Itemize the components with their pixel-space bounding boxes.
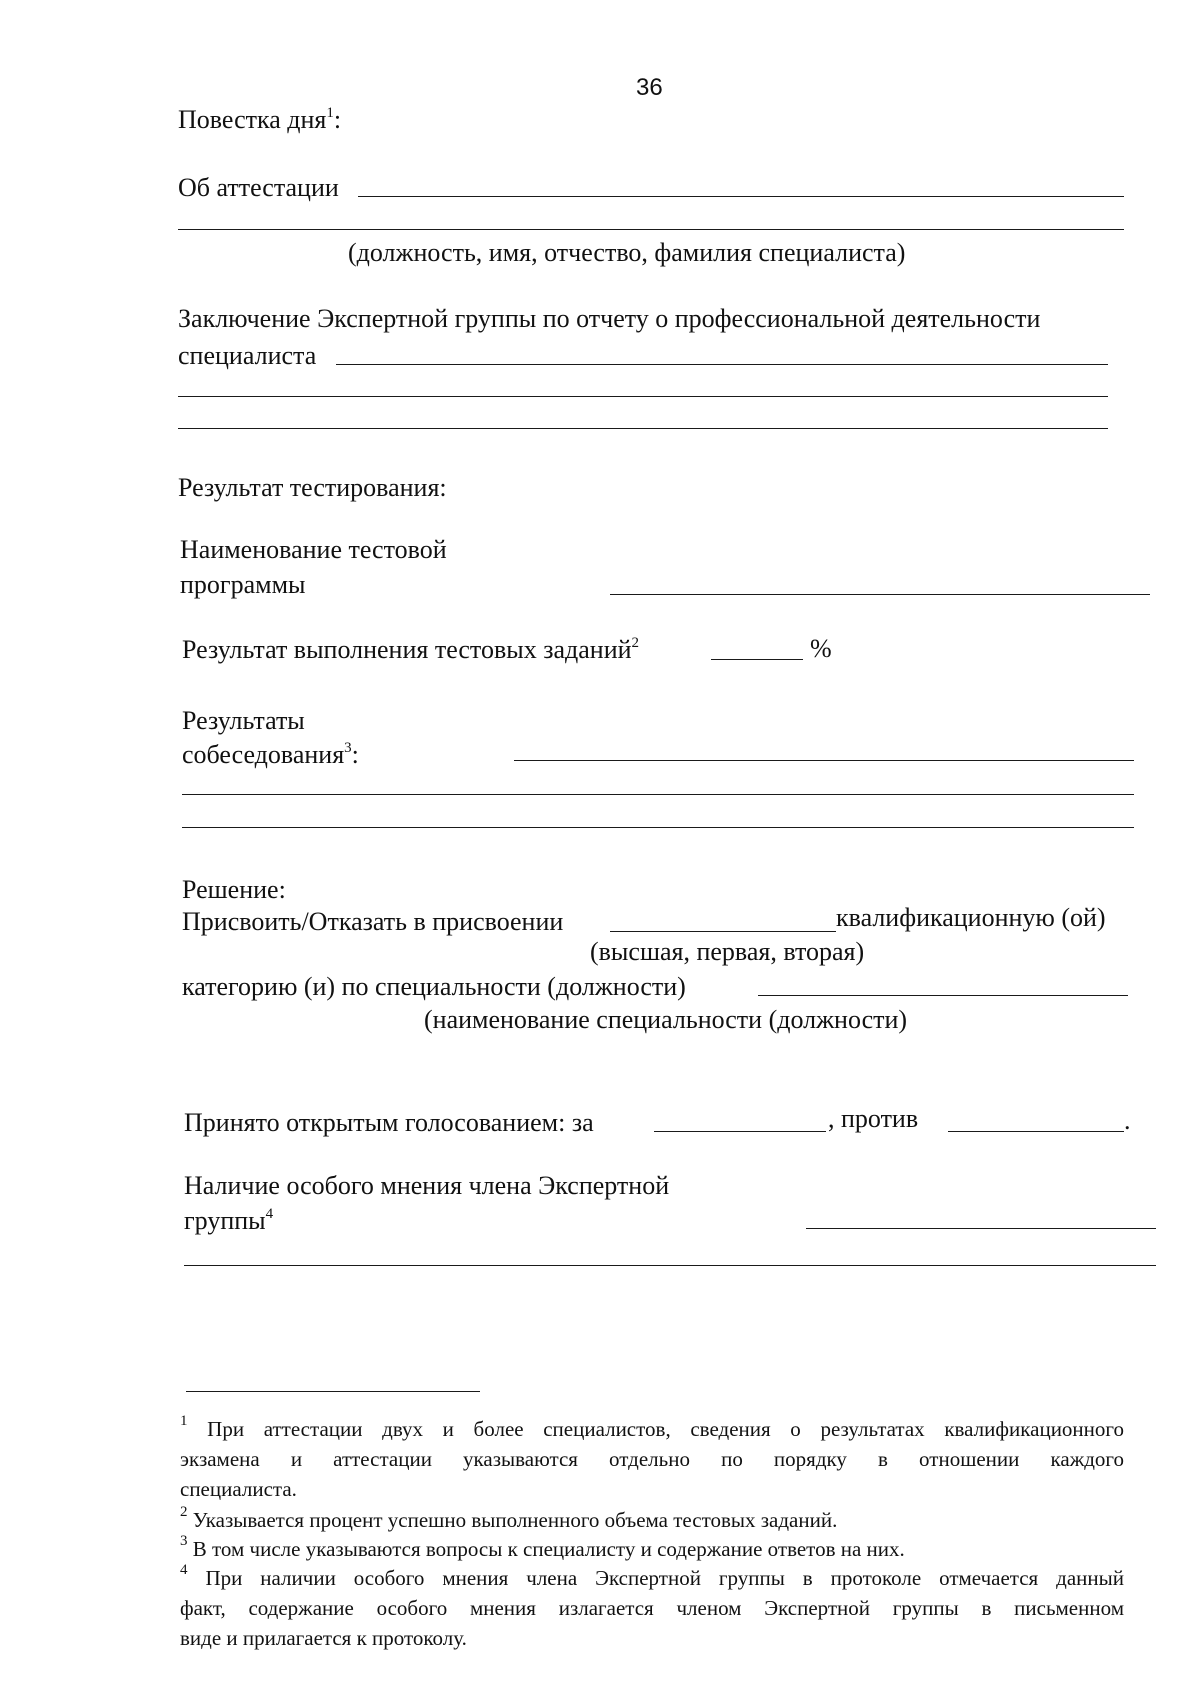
decision-specialty-field[interactable] [758, 995, 1128, 996]
special-opinion-line-2 [184, 1206, 273, 1236]
page-number: 36 [636, 74, 663, 101]
test-tasks-label [182, 635, 639, 665]
decision-qualification-text: квалификационную (ой) [836, 903, 1106, 932]
interview-field-line-1[interactable] [514, 760, 1134, 761]
special-opinion-line-1: Наличие особого мнения члена Экспертной [184, 1171, 670, 1200]
footnote-2-text: Указывается процент успешно выполненного объема тестовых заданий. [192, 1508, 838, 1532]
expert-conclusion-field-line-1[interactable] [336, 364, 1108, 365]
decision-category-text: категорию (и) по специальности (должности) [182, 972, 686, 1001]
special-opinion-field-line-2[interactable] [184, 1265, 1156, 1266]
decision-specialty-caption: (наименование специальности (должности) [424, 1005, 908, 1034]
footnote-3 [180, 1534, 1124, 1564]
interview-field-line-3[interactable] [182, 827, 1134, 828]
footnote-1-line-1-text: При аттестации двух и более специалистов, сведения о результатах квалификационного [207, 1417, 1124, 1441]
special-opinion-text: группы [184, 1206, 266, 1235]
expert-conclusion-field-line-3[interactable] [178, 428, 1108, 429]
votes-for-field[interactable] [654, 1131, 826, 1132]
attestation-caption: (должность, имя, отчество, фамилия специалиста) [348, 238, 906, 267]
testing-heading: Результат тестирования: [178, 473, 447, 502]
footnote-4 [180, 1563, 1124, 1653]
voting-end: . [1124, 1106, 1131, 1135]
test-tasks-percent-field[interactable] [711, 659, 803, 660]
test-tasks-text: Результат выполнения тестовых заданий [182, 635, 632, 664]
attestation-field-line-1[interactable] [358, 196, 1124, 197]
footnote-3-text: В том числе указываются вопросы к специалисту и содержание ответов на них. [192, 1537, 905, 1561]
voting-against-text: , против [828, 1104, 919, 1133]
test-program-label-line-2: программы [180, 570, 306, 599]
voting-text: Принято открытым голосованием: за [184, 1108, 594, 1137]
agenda-heading [178, 105, 341, 135]
interview-colon: : [351, 740, 359, 769]
test-program-label-line-1: Наименование тестовой [180, 535, 447, 564]
attestation-field-line-2[interactable] [178, 229, 1124, 230]
footnote-separator [186, 1391, 480, 1392]
expert-conclusion-field-line-2[interactable] [178, 396, 1108, 397]
test-tasks-note-mark: 2 [631, 635, 640, 651]
special-opinion-note-mark: 4 [265, 1206, 274, 1222]
footnote-4-mark: 4 [180, 1562, 188, 1578]
decision-heading: Решение: [182, 875, 286, 904]
attestation-label: Об аттестации [178, 173, 339, 202]
footnote-2 [180, 1505, 1124, 1535]
decision-category-field[interactable] [610, 931, 836, 932]
footnote-4-line-3: виде и прилагается к протоколу. [180, 1626, 467, 1650]
footnote-1-line-3: специалиста. [180, 1477, 297, 1501]
agenda-label: Повестка дня [178, 105, 327, 134]
interview-label-line-2 [182, 740, 359, 770]
percent-sign: % [810, 634, 832, 663]
footnote-1-line-1 [180, 1414, 1124, 1444]
expert-conclusion-line-2: специалиста [178, 341, 317, 370]
test-program-field-line[interactable] [610, 594, 1150, 595]
interview-note-mark: 3 [344, 740, 352, 756]
footnote-1-line-2: экзамена и аттестации указываются отдельно по порядку в отношении каждого [180, 1447, 1124, 1471]
expert-conclusion-line-1: Заключение Экспертной группы по отчету о профессиональной деятельности [178, 304, 1041, 333]
interview-label-text: собеседования [182, 740, 345, 769]
interview-field-line-2[interactable] [182, 794, 1134, 795]
decision-levels-caption: (высшая, первая, вторая) [590, 937, 865, 966]
special-opinion-field-line-1[interactable] [806, 1228, 1156, 1229]
agenda-note-mark: 1 [326, 105, 334, 121]
footnote-1 [180, 1414, 1124, 1504]
footnote-4-line-1-text: При наличии особого мнения члена Экспертной группы в протоколе отмечается данный [205, 1566, 1124, 1590]
footnote-4-line-2: факт, содержание особого мнения излагается членом Экспертной группы в письменном [180, 1596, 1124, 1620]
agenda-colon: : [333, 105, 342, 134]
interview-label-line-1: Результаты [182, 706, 305, 735]
footnote-1-mark: 1 [180, 1413, 188, 1429]
footnote-2-mark: 2 [180, 1504, 188, 1520]
footnote-4-line-1 [180, 1563, 1124, 1593]
votes-against-field[interactable] [948, 1131, 1124, 1132]
decision-assign-text: Присвоить/Отказать в присвоении [182, 907, 564, 936]
footnote-3-mark: 3 [180, 1533, 188, 1549]
